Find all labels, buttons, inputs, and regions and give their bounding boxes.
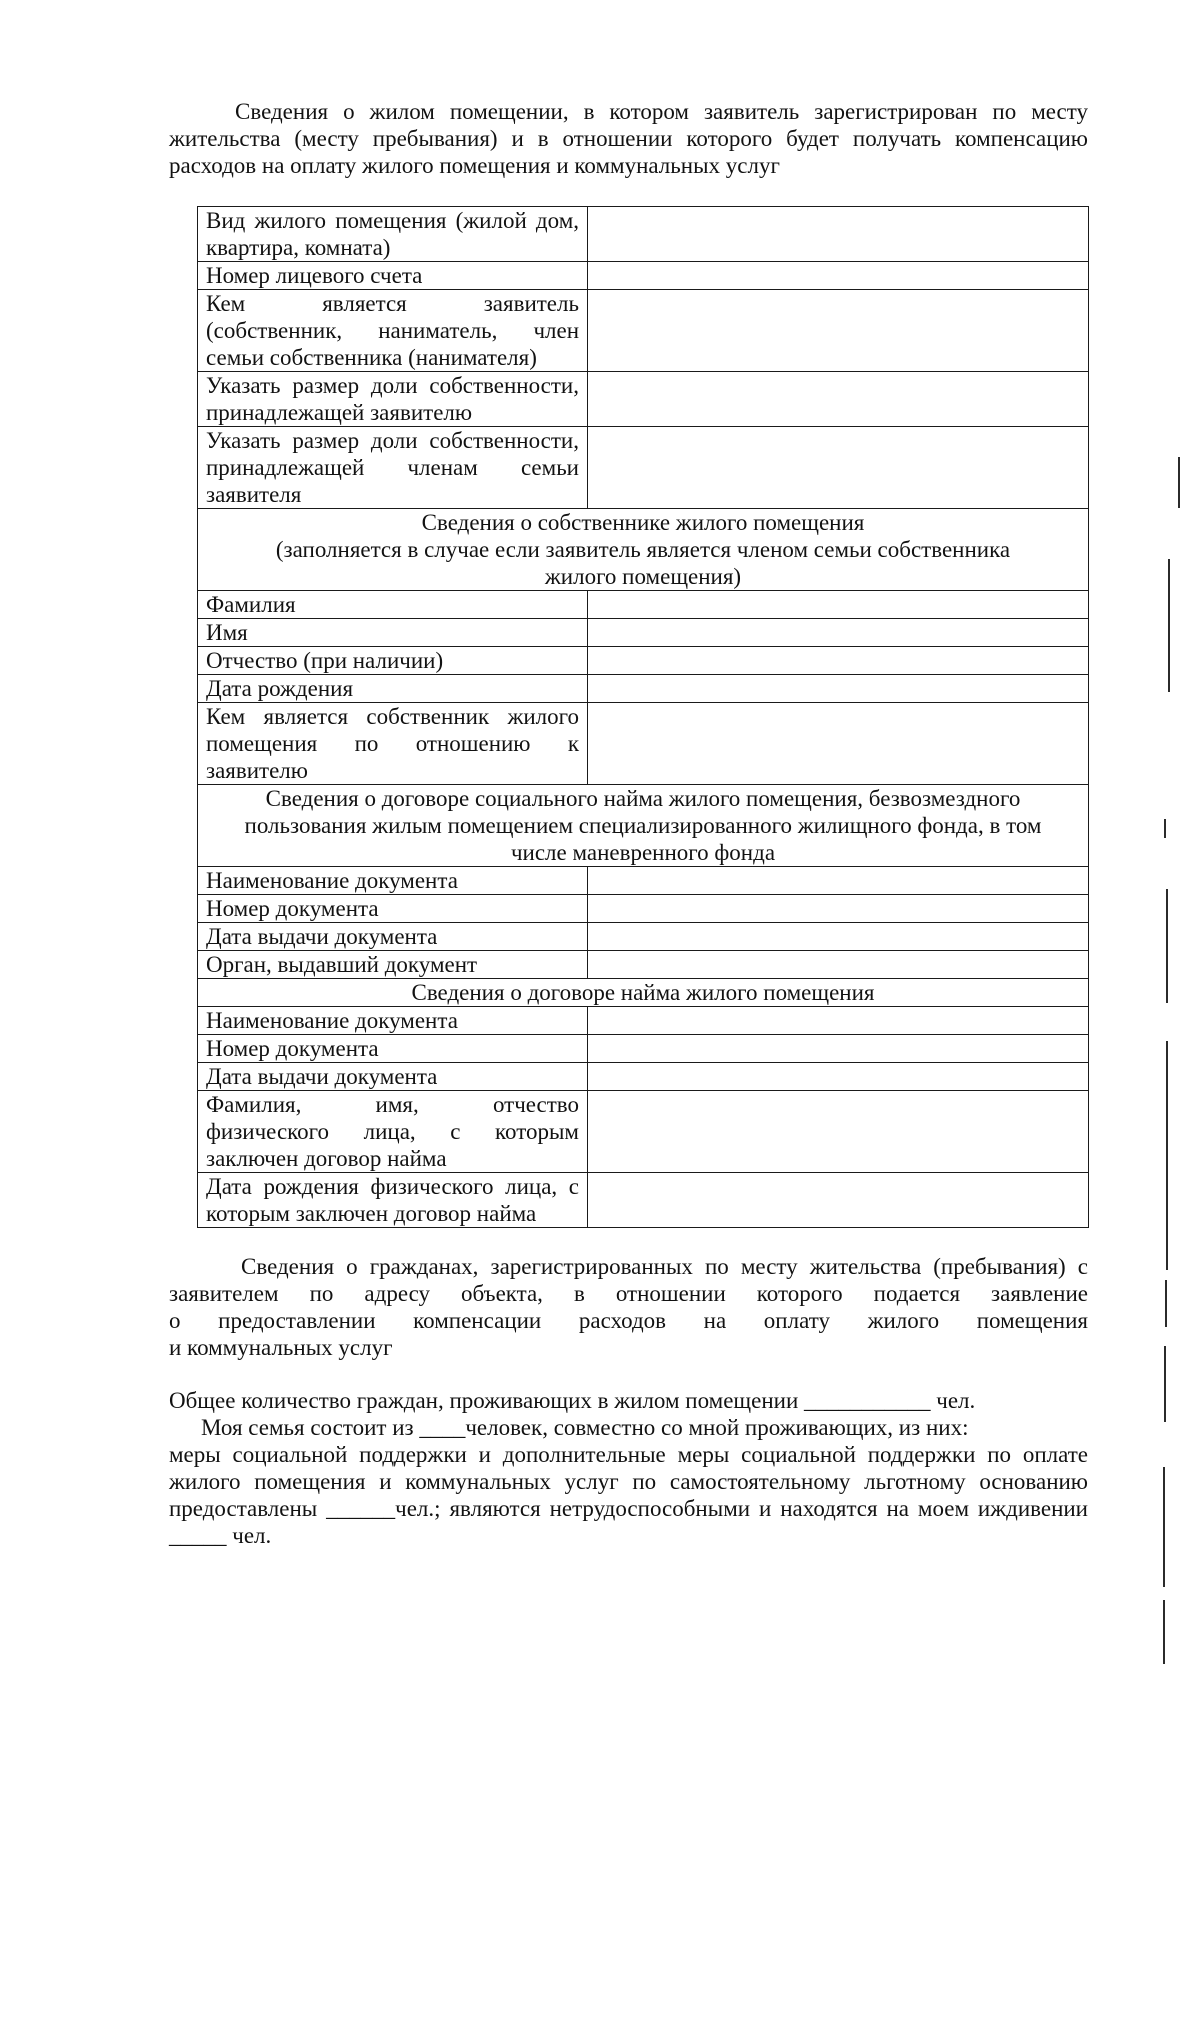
- section-header-line: жилого помещения): [544, 564, 742, 589]
- scan-artifact-line: [1166, 889, 1168, 1003]
- rent-contract-header-row: [198, 979, 1089, 1007]
- applicant-share-value: [588, 372, 1089, 427]
- scan-artifact-line: [1164, 1346, 1166, 1422]
- owner-birth-date-label: [198, 675, 588, 703]
- label-line: заявителю: [206, 758, 308, 783]
- label-line: Номер документа: [206, 1036, 379, 1061]
- social-contract-doc-name-row: [198, 867, 1089, 895]
- social-contract-section-header: [198, 785, 1089, 867]
- rent-contract-tenant-name-label: [198, 1091, 588, 1173]
- social-contract-header-row: [198, 785, 1089, 867]
- social-contract-doc-number-row: [198, 895, 1089, 923]
- label-line: Орган, выдавший документ: [206, 952, 478, 977]
- paragraph-line: о предоставлении компенсации расходов на оплату жилого помещения: [169, 1308, 1088, 1333]
- rent-contract-doc-name-label: [198, 1007, 588, 1035]
- label-line: заключен договор найма: [206, 1146, 447, 1171]
- label-line: Наименование документа: [206, 868, 458, 893]
- owner-patronymic-row: [198, 647, 1089, 675]
- document-page: [169, 98, 1088, 1549]
- rent-contract-issue-date-label: [198, 1063, 588, 1091]
- owner-patronymic-label: [198, 647, 588, 675]
- intro-text-line: Сведения о жилом помещении, в котором заявитель зарегистрирован по месту: [235, 99, 1088, 124]
- section-header-line: Сведения о договоре найма жилого помещения: [411, 980, 875, 1005]
- label-line: Кем является заявитель: [206, 291, 579, 316]
- label-line: (собственник, наниматель, член: [206, 318, 579, 343]
- paragraph-line: и коммунальных услуг: [169, 1335, 393, 1360]
- intro-text-line: расходов на оплату жилого помещения и коммунальных услуг: [169, 153, 780, 178]
- social-contract-issue-date-value: [588, 923, 1089, 951]
- rent-contract-doc-number-value: [588, 1035, 1089, 1063]
- scan-artifact-line: [1164, 819, 1166, 838]
- owner-relation-row: [198, 703, 1089, 785]
- rent-contract-tenant-name-row: [198, 1091, 1089, 1173]
- support-measures-line: жилого помещения и коммунальных услуг по самостоятельному льготному основанию: [169, 1469, 1088, 1494]
- label-line: Указать размер доли собственности,: [206, 428, 579, 453]
- owner-last-name-label: [198, 591, 588, 619]
- applicant-role-label: [198, 290, 588, 372]
- family-share-row: [198, 427, 1089, 509]
- section-header-line: Сведения о договоре социального найма жилого помещения, безвозмездного: [265, 786, 1021, 811]
- dwelling-type-label: [198, 207, 588, 262]
- owner-first-name-value: [588, 619, 1089, 647]
- dwelling-type-value: [588, 207, 1089, 262]
- applicant-role-value: [588, 290, 1089, 372]
- rent-contract-tenant-birth-date-label: [198, 1173, 588, 1228]
- dwelling-info-table: [197, 206, 1089, 1228]
- label-line: Кем является собственник жилого: [206, 704, 579, 729]
- rent-contract-doc-name-value: [588, 1007, 1089, 1035]
- rent-contract-doc-number-label: [198, 1035, 588, 1063]
- label-line: Дата выдачи документа: [206, 924, 438, 949]
- label-line: принадлежащей заявителю: [206, 400, 473, 425]
- label-line: Номер документа: [206, 896, 379, 921]
- applicant-share-label: [198, 372, 588, 427]
- label-line: которым заключен договор найма: [206, 1201, 537, 1226]
- section-header-line: числе маневренного фонда: [510, 840, 776, 865]
- social-contract-issuer-label: [198, 951, 588, 979]
- label-line: Дата рождения физического лица, с: [206, 1174, 579, 1199]
- scan-artifact-line: [1178, 457, 1180, 508]
- family-share-label: [198, 427, 588, 509]
- label-line: Фамилия: [206, 592, 296, 617]
- owner-birth-date-value: [588, 675, 1089, 703]
- rent-contract-tenant-birth-date-row: [198, 1173, 1089, 1228]
- section-header-line: (заполняется в случае если заявитель является членом семьи собственника: [275, 537, 1011, 562]
- rent-contract-doc-number-row: [198, 1035, 1089, 1063]
- scan-artifact-line: [1163, 1600, 1165, 1664]
- dwelling-intro-paragraph: [169, 98, 1088, 179]
- rent-contract-issue-date-row: [198, 1063, 1089, 1091]
- social-contract-doc-number-value: [588, 895, 1089, 923]
- account-number-row: [198, 262, 1089, 290]
- family-share-value: [588, 427, 1089, 509]
- label-line: Указать размер доли собственности,: [206, 373, 579, 398]
- social-contract-doc-number-label: [198, 895, 588, 923]
- rent-contract-doc-name-row: [198, 1007, 1089, 1035]
- label-line: Отчество (при наличии): [206, 648, 444, 673]
- social-contract-doc-name-value: [588, 867, 1089, 895]
- label-line: семьи собственника (нанимателя): [206, 345, 537, 370]
- label-line: Дата выдачи документа: [206, 1064, 438, 1089]
- label-line: Имя: [206, 620, 248, 645]
- paragraph-line: Сведения о гражданах, зарегистрированных по месту жительства (пребывания) с: [241, 1254, 1088, 1279]
- rent-contract-tenant-name-value: [588, 1091, 1089, 1173]
- social-contract-issue-date-row: [198, 923, 1089, 951]
- label-line: физического лица, с которым: [206, 1119, 579, 1144]
- label-line: принадлежащей членам семьи: [206, 455, 579, 480]
- scan-artifact-line: [1168, 559, 1170, 692]
- applicant-share-row: [198, 372, 1089, 427]
- owner-first-name-row: [198, 619, 1089, 647]
- social-contract-issue-date-label: [198, 923, 588, 951]
- label-line: помещения по отношению к: [206, 731, 579, 756]
- registered-citizens-paragraph: [169, 1253, 1088, 1361]
- dependents-line: _____ чел.: [169, 1523, 272, 1548]
- social-contract-issuer-row: [198, 951, 1089, 979]
- support-measures-line: меры социальной поддержки и дополнительные меры социальной поддержки по оплате: [169, 1442, 1088, 1467]
- scan-artifact-line: [1163, 1467, 1165, 1587]
- account-number-label: [198, 262, 588, 290]
- owner-first-name-label: [198, 619, 588, 647]
- support-measures-line: предоставлены ______чел.; являются нетрудоспособными и находятся на моем иждивении: [169, 1496, 1088, 1521]
- label-line: квартира, комната): [206, 235, 391, 260]
- rent-contract-issue-date-value: [588, 1063, 1089, 1091]
- account-number-value: [588, 262, 1089, 290]
- label-line: Наименование документа: [206, 1008, 458, 1033]
- applicant-role-row: [198, 290, 1089, 372]
- dwelling-type-row: [198, 207, 1089, 262]
- rent-contract-tenant-birth-date-value: [588, 1173, 1089, 1228]
- owner-patronymic-value: [588, 647, 1089, 675]
- owner-last-name-value: [588, 591, 1089, 619]
- label-line: заявителя: [206, 482, 302, 507]
- social-contract-doc-name-label: [198, 867, 588, 895]
- owner-relation-label: [198, 703, 588, 785]
- paragraph-line: заявителем по адресу объекта, в отношении которого подается заявление: [169, 1281, 1088, 1306]
- intro-text-line: жительства (месту пребывания) и в отношении которого будет получать компенсацию: [169, 126, 1088, 151]
- section-header-line: Сведения о собственнике жилого помещения: [421, 510, 865, 535]
- owner-relation-value: [588, 703, 1089, 785]
- household-composition: [169, 1387, 1088, 1549]
- section-header-line: пользования жилым помещением специализированного жилищного фонда, в том: [244, 813, 1042, 838]
- owner-section-header-row: [198, 509, 1089, 591]
- rent-contract-section-header: [198, 979, 1089, 1007]
- scan-artifact-line: [1166, 1041, 1168, 1270]
- label-line: Вид жилого помещения (жилой дом,: [206, 208, 579, 233]
- family-size-line: Моя семья состоит из ____человек, совместно со мной проживающих, из них:: [201, 1415, 969, 1440]
- label-line: Фамилия, имя, отчество: [206, 1092, 579, 1117]
- total-residents-line: Общее количество граждан, проживающих в жилом помещении ___________ чел.: [169, 1388, 976, 1413]
- owner-birth-date-row: [198, 675, 1089, 703]
- label-line: Дата рождения: [206, 676, 354, 701]
- scan-artifact-line: [1165, 1280, 1167, 1327]
- label-line: Номер лицевого счета: [206, 263, 423, 288]
- owner-section-header: [198, 509, 1089, 591]
- social-contract-issuer-value: [588, 951, 1089, 979]
- owner-last-name-row: [198, 591, 1089, 619]
